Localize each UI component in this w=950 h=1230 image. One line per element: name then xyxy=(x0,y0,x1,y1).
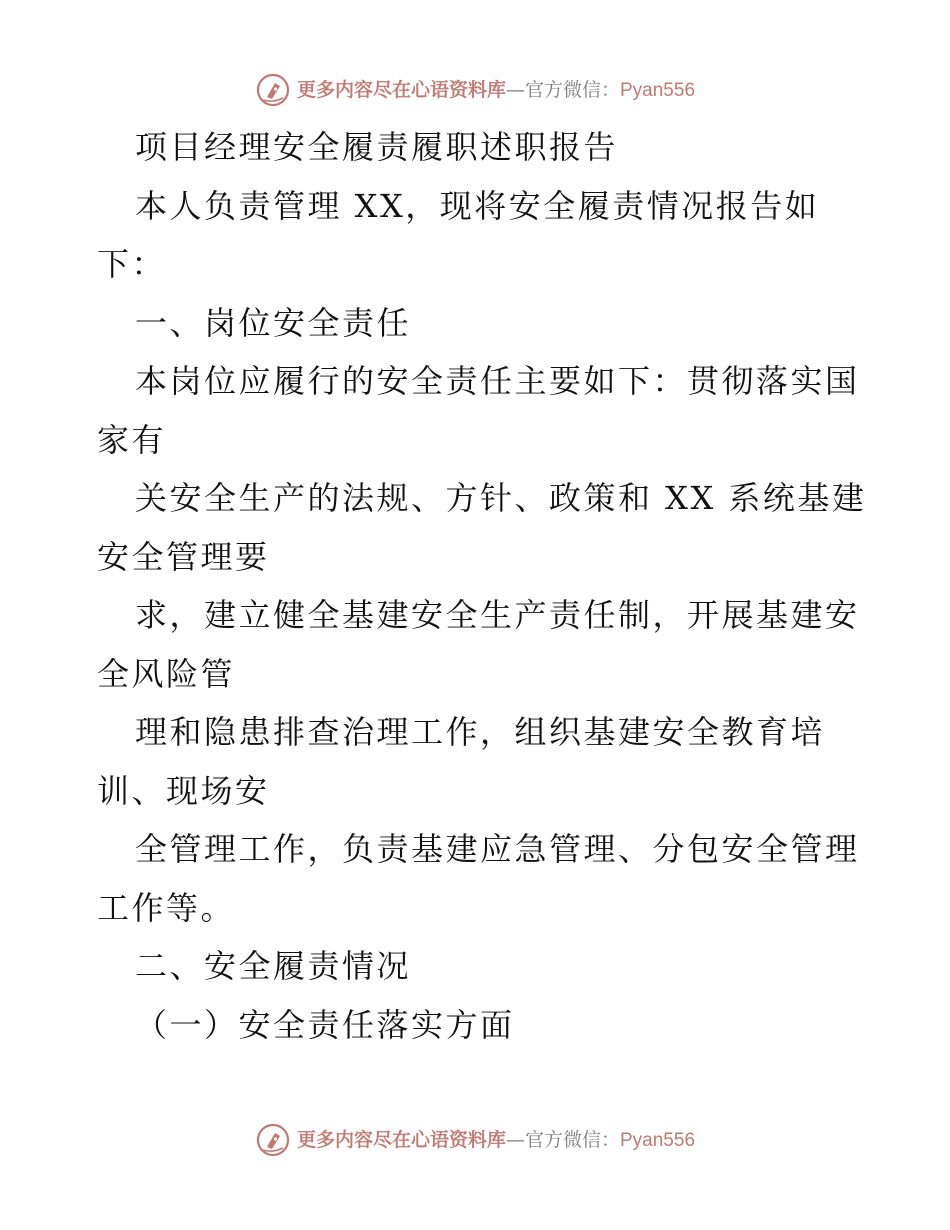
document-line: 本岗位应履行的安全责任主要如下：贯彻落实国 xyxy=(135,362,860,400)
watermark-dash: — xyxy=(505,1128,525,1151)
watermark-wechat-id: Pyan556 xyxy=(620,1129,696,1151)
pen-nib-icon xyxy=(255,1122,291,1158)
document-line: 关安全生产的法规、方针、政策和 XX 系统基建 xyxy=(135,479,867,517)
document-line: （一）安全责任落实方面 xyxy=(135,1005,515,1044)
document-line: 求，建立健全基建安全生产责任制，开展基建安 xyxy=(135,596,860,634)
watermark-wechat-id: Pyan556 xyxy=(620,79,696,101)
document-line: 理和隐患排查治理工作，组织基建安全教育培 xyxy=(135,713,826,751)
watermark-text xyxy=(297,72,695,109)
document-line: 本人负责管理 XX，现将安全履责情况报告如 xyxy=(135,186,820,225)
document-line: 全管理工作，负责基建应急管理、分包安全管理 xyxy=(135,830,860,868)
document-line: 安全管理要 xyxy=(97,537,270,576)
watermark-text xyxy=(297,1122,695,1159)
document-line: 二、安全履责情况 xyxy=(135,947,412,985)
document-body xyxy=(97,118,867,1054)
document-line: 项目经理安全履责履职述职报告 xyxy=(135,128,619,166)
document-line: 训、现场安 xyxy=(97,771,270,810)
document-line: 家有 xyxy=(97,420,167,459)
watermark-library-name: 更多内容尽在心语资料库 xyxy=(296,78,506,101)
document-line: 下： xyxy=(97,245,167,283)
watermark-library-name: 更多内容尽在心语资料库 xyxy=(296,1128,506,1151)
pen-nib-icon xyxy=(255,72,291,108)
watermark-wechat-label: 官方微信： xyxy=(524,1128,620,1151)
footer-watermark-banner xyxy=(0,1120,950,1160)
document-line: 工作等。 xyxy=(97,888,236,927)
header-watermark-banner xyxy=(0,70,950,110)
watermark-wechat-label: 官方微信： xyxy=(524,78,620,101)
document-line: 全风险管 xyxy=(97,654,236,693)
watermark-dash: — xyxy=(505,78,525,101)
document-line: 一、岗位安全责任 xyxy=(135,303,412,342)
